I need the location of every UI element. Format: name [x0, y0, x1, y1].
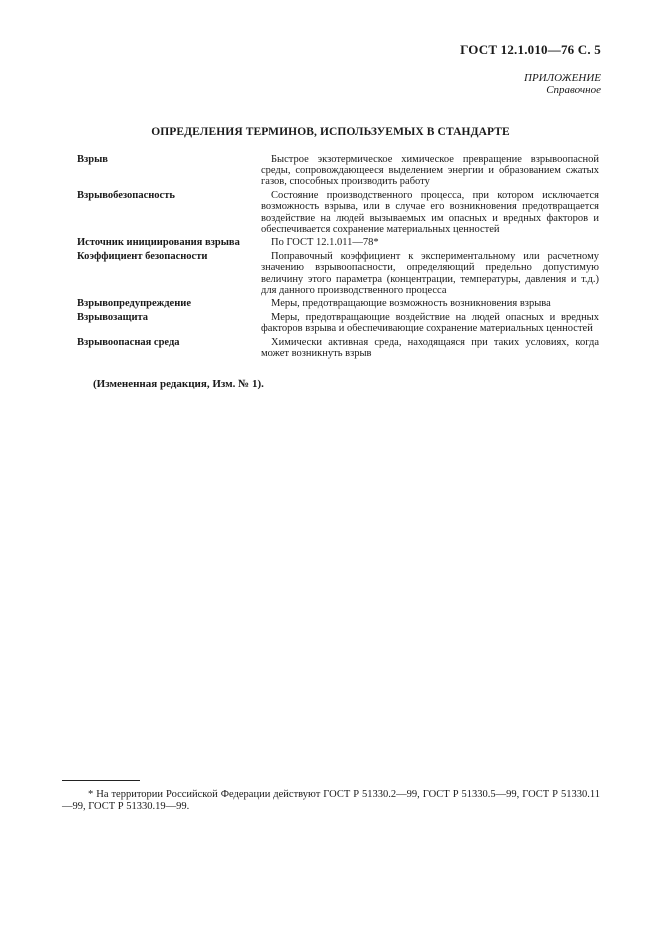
term-definition: Меры, предотвращающие воздействие на людей опасных и вредных факторов взрыва и обеспечивающие сохранение материальных ценностей	[261, 312, 599, 335]
term-row	[77, 237, 599, 248]
term-row	[77, 337, 599, 359]
term-name: Взрывоопасная среда	[77, 337, 180, 349]
appendix-type: Справочное	[546, 84, 601, 96]
amendment-note: (Измененная редакция, Изм. № 1).	[93, 378, 264, 390]
footnote: * На территории Российской Федерации действуют ГОСТ Р 51330.2—99, ГОСТ Р 51330.5—99, ГОСТ Р 51330.11—99, ГОСТ Р 51330.19—99.	[62, 789, 600, 812]
term-row	[77, 312, 599, 334]
appendix-title: ПРИЛОЖЕНИЕ	[524, 72, 601, 84]
page-header: ГОСТ 12.1.010—76 С. 5	[460, 42, 601, 57]
term-row	[77, 298, 599, 309]
document-title: ОПРЕДЕЛЕНИЯ ТЕРМИНОВ, ИСПОЛЬЗУЕМЫХ В СТАНДАРТЕ	[151, 126, 510, 138]
footnote-divider	[62, 780, 140, 781]
terms-list	[77, 154, 599, 362]
term-definition: Химически активная среда, находящаяся при таких условиях, когда может возникнуть взрыв	[261, 337, 599, 360]
appendix-label	[524, 72, 601, 96]
term-name: Взрывозащита	[77, 312, 149, 324]
term-row	[77, 154, 599, 188]
term-definition: Состояние производственного процесса, при котором исключается возможность взрыва, или в случае его возникновения предотвращается воздействие на людей вызываемых им опасных и вредных факторов и обеспечивается сохранение материальных ценностей	[261, 190, 599, 235]
term-definition: Быстрое экзотермическое химическое превращение взрывоопасной среды, сопровождающееся выделением энергии и образованием сжатых газов, способных производить работу	[261, 154, 599, 188]
term-row	[77, 190, 599, 235]
term-definition: Поправочный коэффициент к экспериментальному или расчетному значению взрывоопасности, определяющий предельно допустимую величину этого параметра (концентрации, температуры, давления и т.д.) для данного производственного процесса	[261, 251, 599, 296]
term-row	[77, 251, 599, 296]
term-definition: По ГОСТ 12.1.011—78*	[271, 237, 379, 249]
term-name: Взрывобезопасность	[77, 190, 175, 202]
term-name: Взрыв	[77, 154, 108, 165]
term-definition: Меры, предотвращающие возможность возникновения взрыва	[271, 298, 551, 310]
term-name: Коэффициент безопасности	[77, 251, 208, 263]
term-name: Источник инициирования взрыва	[77, 237, 240, 249]
term-name: Взрывопредупреждение	[77, 298, 191, 310]
